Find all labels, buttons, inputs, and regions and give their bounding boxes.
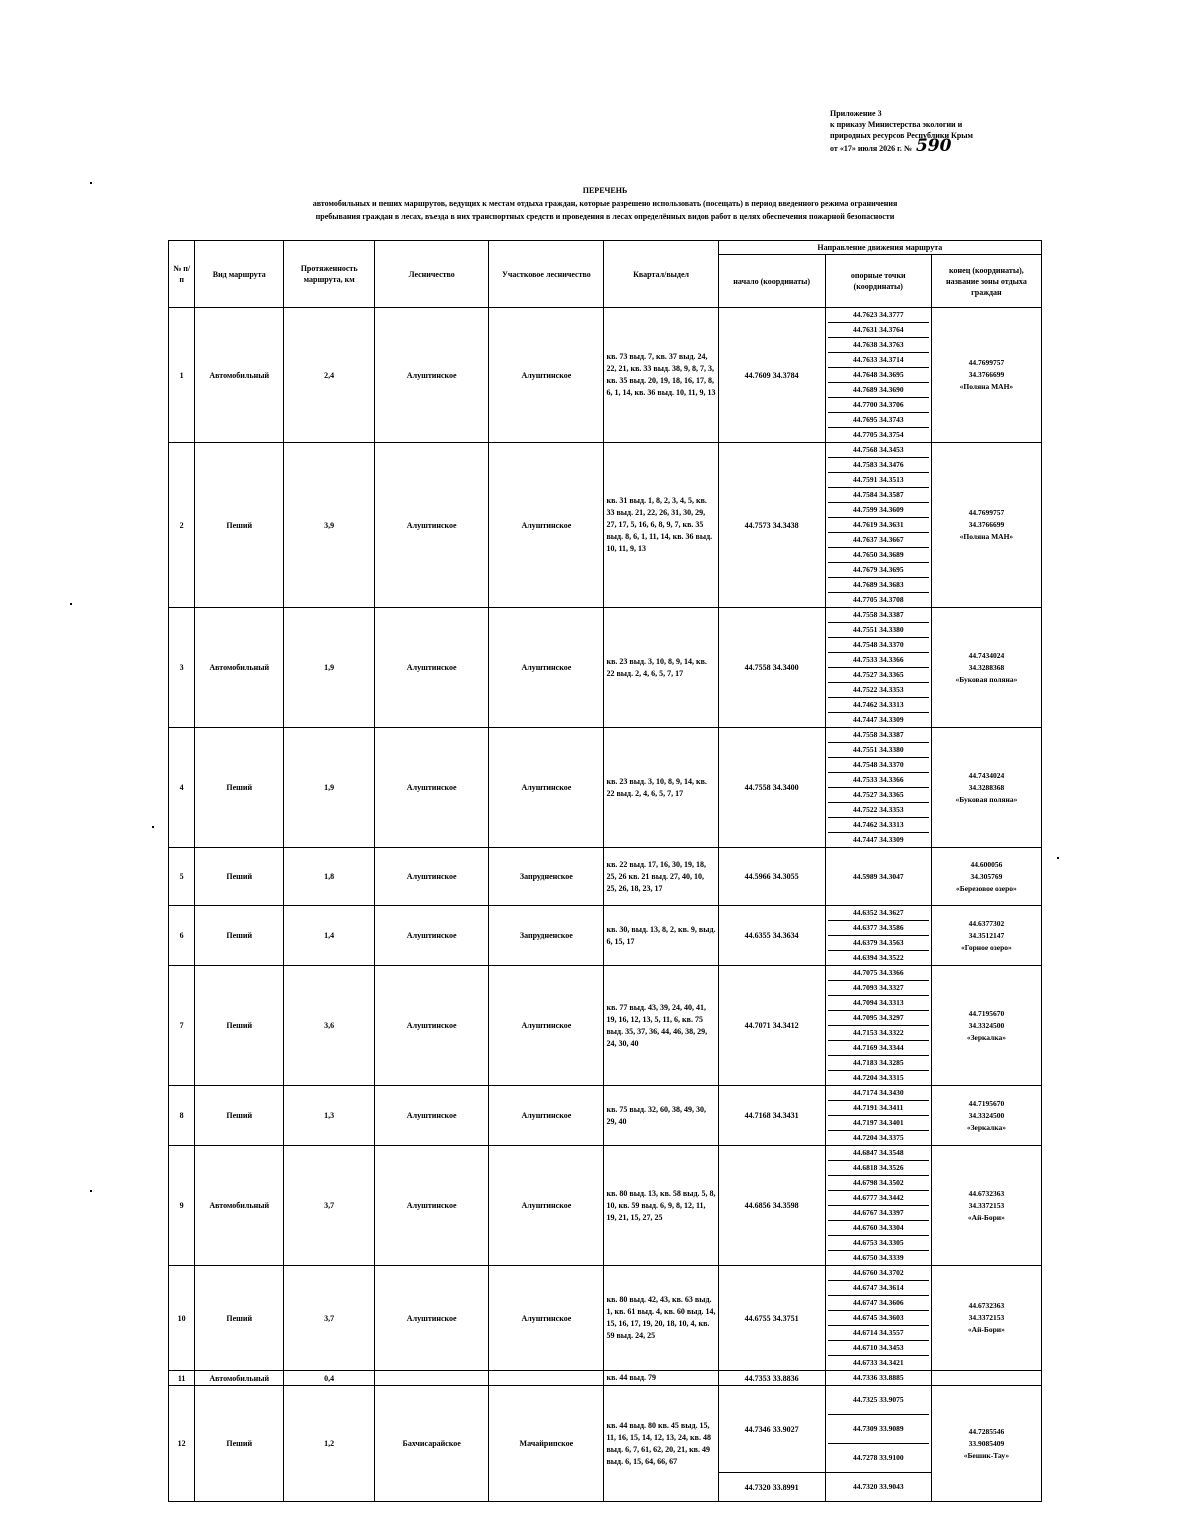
waypoint-coordinate: 44.7689 34.3690 [828, 383, 929, 398]
waypoint-coordinate: 44.7558 34.3387 [828, 608, 929, 623]
waypoint-coordinate: 44.7527 34.3365 [828, 788, 929, 803]
route-type: Пеший [195, 443, 284, 608]
end-point-line: «Ай-Бори» [967, 1212, 1005, 1222]
waypoint-coordinate: 44.7094 34.3313 [828, 996, 929, 1011]
row-number: 3 [169, 608, 195, 728]
start-coordinates: 44.7320 33.8991 [718, 1473, 825, 1502]
forestry-cell: Алуштинское [375, 848, 489, 906]
waypoint-coordinate: 44.7591 34.3513 [828, 473, 929, 488]
waypoints-cell [825, 1371, 931, 1386]
waypoint-coordinate: 44.6798 34.3502 [828, 1176, 929, 1191]
route-type: Пеший [195, 1086, 284, 1146]
row-number: 10 [169, 1266, 195, 1371]
forestry-cell: Алуштинское [375, 728, 489, 848]
waypoint-coordinate: 44.7648 34.3695 [828, 368, 929, 383]
waypoint-coordinate: 44.7548 34.3370 [828, 638, 929, 653]
table-row [169, 966, 1042, 1086]
routes-table-body [169, 308, 1042, 1502]
row-number: 12 [169, 1386, 195, 1502]
waypoints-cell [825, 443, 931, 608]
route-length: 0,4 [284, 1371, 375, 1386]
end-point-line: «Буковая поляна» [955, 794, 1018, 804]
waypoint-coordinate: 44.7633 34.3714 [828, 353, 929, 368]
waypoint-coordinate: 44.6745 34.3603 [828, 1311, 929, 1326]
waypoint-coordinate: 44.7705 34.3754 [852, 430, 904, 439]
waypoint-coordinate: 44.6753 34.3305 [828, 1236, 929, 1251]
start-coordinates: 44.7573 34.3438 [718, 443, 825, 608]
route-length: 3,6 [284, 966, 375, 1086]
col-type-header: Вид маршрута [195, 241, 284, 308]
waypoint-coordinate: 44.7447 34.3309 [852, 715, 904, 724]
waypoint-coordinate: 44.7527 34.3365 [828, 668, 929, 683]
row-number: 7 [169, 966, 195, 1086]
table-row [169, 728, 1042, 848]
table-row [169, 1266, 1042, 1371]
forestry-cell: Алуштинское [375, 443, 489, 608]
start-coordinates: 44.7609 34.3784 [718, 308, 825, 443]
forestry-cell: Алуштинское [375, 966, 489, 1086]
waypoint-coordinate: 44.7278 33.9100 [852, 1453, 904, 1462]
end-point-cell [931, 308, 1041, 443]
route-length: 2,4 [284, 308, 375, 443]
forestry-cell: Алуштинское [375, 1086, 489, 1146]
waypoint-coordinate: 44.6733 34.3421 [852, 1358, 904, 1367]
scan-speck [152, 826, 154, 828]
appendix-line-4 [830, 136, 1070, 156]
waypoint-coordinate: 44.7462 34.3313 [828, 698, 929, 713]
waypoint-coordinate: 44.6747 34.3614 [828, 1281, 929, 1296]
end-point-line: 34.3766699 [968, 520, 1005, 529]
waypoints-cell [825, 1266, 931, 1371]
forestry-cell: Бахчисарайское [375, 1386, 489, 1502]
end-point-line: «Буковая поляна» [955, 674, 1018, 684]
waypoint-coordinate: 44.7705 34.3708 [852, 595, 904, 604]
table-row [169, 1371, 1042, 1386]
district-forestry-cell: Алуштинское [489, 608, 604, 728]
quarter-cell: кв. 77 выд. 43, 39, 24, 40, 41, 19, 16, 12, 13, 5, 11, 6, кв. 75 выд. 35, 37, 36, 44, 46, 38, 29, 24, 30, 40 [604, 966, 718, 1086]
col-points-header: опорные точки (координаты) [825, 255, 931, 308]
start-coordinates: 44.6755 34.3751 [718, 1266, 825, 1371]
waypoint-coordinate: 44.7631 34.3764 [828, 323, 929, 338]
waypoint-coordinate: 44.7599 34.3609 [828, 503, 929, 518]
quarter-cell: кв. 44 выд. 80 кв. 45 выд. 15, 11, 16, 15, 14, 12, 13, 24, кв. 48 выд. 6, 7, 61, 62, 20, 21, кв. 49 выд. 6, 15, 64, 66, 67 [604, 1386, 718, 1502]
end-point-cell [931, 906, 1041, 966]
start-coordinates: 44.7558 34.3400 [718, 728, 825, 848]
district-forestry-cell: Алуштинское [489, 1086, 604, 1146]
district-forestry-cell: Алуштинское [489, 308, 604, 443]
end-point-line: 44.6377302 [968, 918, 1005, 928]
end-point-line: 44.7195670 [968, 1008, 1005, 1018]
waypoints-cell [825, 1146, 931, 1266]
forestry-cell: Алуштинское [375, 1266, 489, 1371]
col-forestry-header: Лесничество [375, 241, 489, 308]
scan-speck [1057, 857, 1059, 859]
route-length: 1,9 [284, 608, 375, 728]
route-type: Автомобильный [195, 1146, 284, 1266]
waypoints-cell [825, 728, 931, 848]
end-point-cell [931, 1371, 1041, 1386]
end-point-line: 44.7699757 [968, 508, 1005, 517]
route-length: 1,2 [284, 1386, 375, 1502]
quarter-cell: кв. 44 выд. 79 [604, 1371, 718, 1386]
waypoint-coordinate: 44.7584 34.3587 [828, 488, 929, 503]
col-start-header: начало (координаты) [718, 255, 825, 308]
end-point-line: 34.3288368 [968, 782, 1005, 792]
start-coordinates: 44.7071 34.3412 [718, 966, 825, 1086]
col-length-header: Протяженность маршрута, км [284, 241, 375, 308]
end-point-line: 44.7195670 [968, 1098, 1005, 1108]
end-point-cell [931, 1086, 1041, 1146]
waypoint-coordinate: 44.6750 34.3339 [852, 1253, 904, 1262]
end-point-line: 34.3372153 [968, 1313, 1005, 1322]
route-length: 1,3 [284, 1086, 375, 1146]
route-length: 3,7 [284, 1266, 375, 1371]
waypoint-coordinate: 44.7619 34.3631 [828, 518, 929, 533]
end-point-line: «Березовое озеро» [956, 883, 1017, 893]
waypoint-coordinate: 44.7462 34.3313 [828, 818, 929, 833]
end-point-line: 33.9085409 [968, 1438, 1005, 1448]
waypoint-coordinate: 44.7679 34.3695 [828, 563, 929, 578]
end-point-line: 44.7434024 [968, 650, 1005, 660]
end-point-line: «Зеркалка» [966, 1032, 1006, 1042]
waypoint-coordinate: 44.7309 33.9089 [828, 1415, 929, 1444]
route-type: Пеший [195, 848, 284, 906]
route-type: Пеший [195, 1266, 284, 1371]
waypoint-coordinate: 44.6379 34.3563 [828, 936, 929, 951]
end-point-line: 34.3512147 [968, 930, 1005, 940]
end-point-line: 44.6732363 [968, 1188, 1005, 1198]
quarter-cell: кв. 23 выд. 3, 10, 8, 9, 14, кв. 22 выд. 2, 4, 6, 5, 7, 17 [604, 608, 718, 728]
start-coordinates: 44.7353 33.8836 [718, 1371, 825, 1386]
waypoint-coordinate: 44.7522 34.3353 [828, 803, 929, 818]
waypoint-coordinate: 44.7204 34.3375 [852, 1133, 904, 1142]
col-end-header: конец (координаты), название зоны отдыха граждан [931, 255, 1041, 308]
waypoint-coordinate: 44.7320 33.9043 [852, 1482, 904, 1491]
district-forestry-cell: Запрудненское [489, 848, 604, 906]
waypoint-coordinate: 44.7623 34.3777 [828, 308, 929, 323]
end-point-line: 44.6732363 [968, 1301, 1005, 1310]
waypoint-coordinate: 44.7174 34.3430 [828, 1086, 929, 1101]
route-length: 3,9 [284, 443, 375, 608]
end-point-line: 34.3372153 [968, 1200, 1005, 1210]
route-type: Пеший [195, 906, 284, 966]
waypoint-coordinate: 44.7689 34.3683 [828, 578, 929, 593]
waypoint-coordinate: 44.7153 34.3322 [828, 1026, 929, 1041]
end-point-line: 34.305769 [970, 871, 1003, 881]
waypoint-coordinate: 44.6777 34.3442 [828, 1191, 929, 1206]
row-number: 6 [169, 906, 195, 966]
waypoints-cell [825, 1473, 931, 1502]
waypoint-coordinate: 44.6760 34.3702 [828, 1266, 929, 1281]
route-length: 1,4 [284, 906, 375, 966]
waypoint-coordinate: 44.7637 34.3667 [828, 533, 929, 548]
forestry-cell: Алуштинское [375, 1146, 489, 1266]
waypoint-coordinate: 44.7075 34.3366 [828, 966, 929, 981]
table-row [169, 1086, 1042, 1146]
route-type: Автомобильный [195, 308, 284, 443]
quarter-cell: кв. 75 выд. 32, 60, 38, 49, 30, 29, 40 [604, 1086, 718, 1146]
waypoint-coordinate: 44.7551 34.3380 [828, 623, 929, 638]
route-type: Пеший [195, 966, 284, 1086]
waypoint-coordinate: 44.7169 34.3344 [828, 1041, 929, 1056]
quarter-cell: кв. 31 выд. 1, 8, 2, 3, 4, 5, кв. 33 выд. 21, 22, 26, 31, 30, 29, 27, 17, 5, 16, 6, 8, 9, 7, кв. 35 выд. 8, 6, 1, 11, 14, кв. 36 выд. 10, 11, 9, 13 [604, 443, 718, 608]
document-subtitle-1: автомобильных и пеших маршрутов, ведущих к местам отдыха граждан, которые разрешено использовать (посещать) в период введенного режима ограничения [312, 199, 898, 208]
document-subtitle-2: пребывания граждан в лесах, въезда в них транспортных средств и проведения в лесах определённых видов работ в целях обеспечения пожарной безопасности [315, 212, 895, 221]
appendix-date: от «17» июля 2026 г. № [830, 144, 912, 153]
row-number: 4 [169, 728, 195, 848]
end-point-line: «Зеркалка» [966, 1122, 1006, 1132]
forestry-cell [375, 1371, 489, 1386]
waypoints-cell [825, 906, 931, 966]
waypoint-coordinate: 44.7548 34.3370 [828, 758, 929, 773]
waypoint-coordinate: 44.6394 34.3522 [852, 953, 904, 962]
waypoint-coordinate: 44.7583 34.3476 [828, 458, 929, 473]
waypoint-coordinate: 44.6352 34.3627 [828, 906, 929, 921]
waypoint-coordinate: 44.7447 34.3309 [852, 835, 904, 844]
col-district-header: Участковое лесничество [489, 241, 604, 308]
row-number: 9 [169, 1146, 195, 1266]
waypoint-coordinate: 44.7695 34.3743 [828, 413, 929, 428]
end-point-line: 34.3324500 [968, 1110, 1005, 1120]
appendix-block [830, 108, 1070, 154]
quarter-cell: кв. 80 выд. 42, 43, кв. 63 выд. 1, кв. 61 выд. 4, кв. 60 выд. 14, 15, 16, 17, 19, 20, 18, 10, 4, кв. 59 выд. 24, 25 [604, 1266, 718, 1371]
end-point-line: «Ай-Бори» [967, 1325, 1005, 1334]
start-coordinates: 44.7346 33.9027 [718, 1386, 825, 1473]
waypoint-coordinate: 44.7095 34.3297 [828, 1011, 929, 1026]
waypoints-cell [825, 966, 931, 1086]
waypoints-cell [825, 308, 931, 443]
waypoint-coordinate: 44.7191 34.3411 [828, 1101, 929, 1116]
waypoint-coordinate: 44.7533 34.3366 [828, 773, 929, 788]
scan-speck [70, 603, 72, 605]
waypoint-coordinate: 44.7551 34.3380 [828, 743, 929, 758]
waypoints-cell [825, 848, 931, 906]
col-direction-header: Направление движения маршрута [718, 241, 1041, 255]
waypoint-coordinate: 44.6377 34.3586 [828, 921, 929, 936]
document-heading [150, 184, 1060, 223]
end-point-cell [931, 1146, 1041, 1266]
end-point-cell [931, 1386, 1041, 1502]
appendix-line-1: Приложение 3 [830, 109, 882, 118]
end-point-line: «Поляна МАН» [959, 532, 1014, 541]
end-point-line: 44.7434024 [968, 770, 1005, 780]
route-type: Пеший [195, 728, 284, 848]
document-title: ПЕРЕЧЕНЬ [582, 186, 628, 195]
appendix-line-2: к приказу Министерства экологии и [830, 120, 963, 129]
waypoint-coordinate: 44.5989 34.3047 [852, 871, 904, 881]
waypoint-coordinate: 44.6847 34.3548 [828, 1146, 929, 1161]
table-row [169, 443, 1042, 608]
end-point-cell [931, 1266, 1041, 1371]
quarter-cell: кв. 30, выд. 13, 8, 2, кв. 9, выд. 6, 15, 17 [604, 906, 718, 966]
quarter-cell: кв. 73 выд. 7, кв. 37 выд. 24, 22, 21, кв. 33 выд. 38, 9, 8, 7, 3, кв. 35 выд. 20, 19, 18, 16, 17, 8, 6, 1, 14, кв. 36 выд. 10, 11, 9, 13 [604, 308, 718, 443]
quarter-cell: кв. 22 выд. 17, 16, 30, 19, 18, 25, 26 кв. 21 выд. 27, 40, 10, 25, 26, 18, 23, 17 [604, 848, 718, 906]
forestry-cell: Алуштинское [375, 608, 489, 728]
start-coordinates: 44.6856 34.3598 [718, 1146, 825, 1266]
waypoint-coordinate: 44.7568 34.3453 [828, 443, 929, 458]
waypoint-coordinate: 44.6818 34.3526 [828, 1161, 929, 1176]
waypoint-coordinate: 44.6760 34.3304 [828, 1221, 929, 1236]
route-length: 1,8 [284, 848, 375, 906]
table-row [169, 308, 1042, 443]
district-forestry-cell: Мачайрипское [489, 1386, 604, 1502]
end-point-cell [931, 728, 1041, 848]
district-forestry-cell: Алуштинское [489, 1146, 604, 1266]
row-number: 5 [169, 848, 195, 906]
end-point-line: 34.3324500 [968, 1020, 1005, 1030]
routes-table [168, 240, 1042, 1502]
waypoint-coordinate: 44.6747 34.3606 [828, 1296, 929, 1311]
waypoint-coordinate: 44.7700 34.3706 [828, 398, 929, 413]
waypoint-coordinate: 44.7336 33.8885 [852, 1373, 904, 1382]
appendix-line-3: природных ресурсов Республики Крым [830, 131, 973, 140]
waypoint-coordinate: 44.7558 34.3387 [828, 728, 929, 743]
end-point-cell [931, 443, 1041, 608]
waypoint-coordinate: 44.7638 34.3763 [828, 338, 929, 353]
waypoint-coordinate: 44.7522 34.3353 [828, 683, 929, 698]
col-num-header: № п/п [169, 241, 195, 308]
row-number: 2 [169, 443, 195, 608]
table-row [169, 906, 1042, 966]
district-forestry-cell: Запрудненское [489, 906, 604, 966]
row-number: 11 [169, 1371, 195, 1386]
waypoint-coordinate: 44.7533 34.3366 [828, 653, 929, 668]
route-type: Автомобильный [195, 608, 284, 728]
district-forestry-cell: Алуштинское [489, 443, 604, 608]
table-row [169, 1386, 1042, 1473]
scan-speck [90, 182, 92, 184]
end-point-line: «Поляна МАН» [959, 382, 1014, 391]
route-length: 1,9 [284, 728, 375, 848]
waypoint-coordinate: 44.7197 34.3401 [828, 1116, 929, 1131]
waypoint-coordinate: 44.6710 34.3453 [828, 1341, 929, 1356]
col-quarter-header: Квартал/выдел [604, 241, 718, 308]
row-number: 1 [169, 308, 195, 443]
waypoints-cell [825, 608, 931, 728]
route-type: Автомобильный [195, 1371, 284, 1386]
district-forestry-cell: Алуштинское [489, 966, 604, 1086]
start-coordinates: 44.7168 34.3431 [718, 1086, 825, 1146]
end-point-line: 44.7285546 [968, 1426, 1005, 1436]
end-point-cell [931, 966, 1041, 1086]
waypoint-coordinate: 44.7325 33.9075 [828, 1386, 929, 1415]
route-type: Пеший [195, 1386, 284, 1502]
waypoint-coordinate: 44.7650 34.3689 [828, 548, 929, 563]
quarter-cell: кв. 23 выд. 3, 10, 8, 9, 14, кв. 22 выд. 2, 4, 6, 5, 7, 17 [604, 728, 718, 848]
table-row [169, 848, 1042, 906]
forestry-cell: Алуштинское [375, 308, 489, 443]
table-row [169, 1146, 1042, 1266]
quarter-cell: кв. 80 выд. 13, кв. 58 выд. 5, 8, 10, кв. 59 выд. 6, 9, 8, 12, 11, 19, 21, 15, 27, 25 [604, 1146, 718, 1266]
route-length: 3,7 [284, 1146, 375, 1266]
district-forestry-cell: Алуштинское [489, 1266, 604, 1371]
end-point-cell [931, 848, 1041, 906]
end-point-line: 44.7699757 [968, 358, 1005, 367]
end-point-cell [931, 608, 1041, 728]
forestry-cell: Алуштинское [375, 906, 489, 966]
end-point-line: 34.3766699 [968, 370, 1005, 379]
scan-speck [90, 1190, 92, 1192]
waypoint-coordinate: 44.7204 34.3315 [852, 1073, 904, 1082]
end-point-line: 44.600056 [970, 859, 1003, 869]
waypoint-coordinate: 44.6714 34.3557 [828, 1326, 929, 1341]
district-forestry-cell: Алуштинское [489, 728, 604, 848]
end-point-line: «Бешик-Тау» [963, 1450, 1010, 1460]
district-forestry-cell [489, 1371, 604, 1386]
waypoint-coordinate: 44.7183 34.3285 [828, 1056, 929, 1071]
row-number: 8 [169, 1086, 195, 1146]
waypoint-coordinate: 44.7093 34.3327 [828, 981, 929, 996]
waypoints-cell [825, 1386, 931, 1473]
start-coordinates: 44.6355 34.3634 [718, 906, 825, 966]
start-coordinates: 44.7558 34.3400 [718, 608, 825, 728]
end-point-line: 34.3288368 [968, 662, 1005, 672]
waypoints-cell [825, 1086, 931, 1146]
order-number: 590 [915, 136, 952, 156]
waypoint-coordinate: 44.6767 34.3397 [828, 1206, 929, 1221]
start-coordinates: 44.5966 34.3055 [718, 848, 825, 906]
end-point-line: «Горное озеро» [960, 942, 1012, 952]
table-row [169, 608, 1042, 728]
